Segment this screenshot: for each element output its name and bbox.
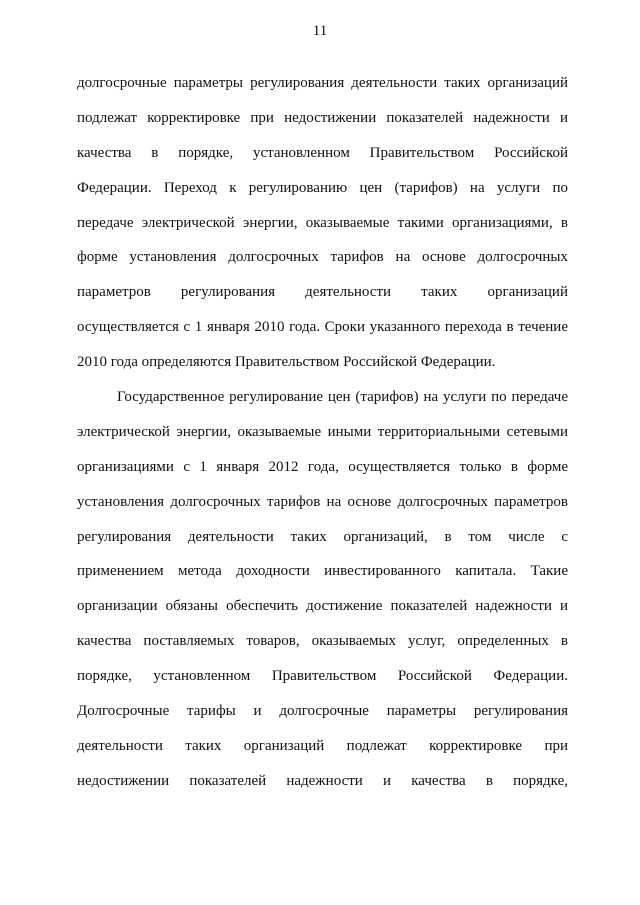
text-line: качества в порядке, установленном Правительством Российской xyxy=(77,144,568,161)
text-line: долгосрочные параметры регулирования деятельности таких организаций xyxy=(77,75,568,91)
document-body xyxy=(77,72,568,805)
text-line: качества поставляемых товаров, оказываемых услуг, определенных в xyxy=(77,633,568,650)
text-line: параметров регулирования деятельности таких организаций xyxy=(77,284,568,301)
text-line: форме установления долгосрочных тарифов на основе долгосрочных xyxy=(77,249,568,266)
text-line: 2010 года определяются Правительством Российской Федерации. xyxy=(77,354,496,371)
paragraph-2 xyxy=(77,386,568,805)
text-line: установления долгосрочных тарифов на основе долгосрочных параметров xyxy=(77,493,568,510)
text-line: Долгосрочные тарифы и долгосрочные параметры регулирования xyxy=(77,703,568,720)
text-line: Государственное регулирование цен (тарифов) на услуги по передаче xyxy=(117,389,568,406)
paragraph-1 xyxy=(77,72,568,386)
text-line: Федерации. Переход к регулированию цен (тарифов) на услуги по xyxy=(77,179,568,196)
text-line: подлежат корректировке при недостижении показателей надежности и xyxy=(77,109,568,126)
text-line: электрической энергии, оказываемые иными территориальными сетевыми xyxy=(77,423,568,440)
text-line: недостижении показателей надежности и качества в порядке, xyxy=(77,772,568,789)
text-line: порядке, установленном Правительством Российской Федерации. xyxy=(77,668,568,685)
text-line: применением метода доходности инвестированного капитала. Такие xyxy=(77,563,568,580)
text-line: передаче электрической энергии, оказываемые такими организациями, в xyxy=(77,214,568,231)
page-number: 11 xyxy=(312,23,328,39)
text-line: организации обязаны обеспечить достижение показателей надежности и xyxy=(77,598,568,615)
text-line: осуществляется с 1 января 2010 года. Сроки указанного перехода в течение xyxy=(77,319,568,336)
text-line: организациями с 1 января 2012 года, осуществляется только в форме xyxy=(77,458,568,475)
text-line: деятельности таких организаций подлежат корректировке при xyxy=(77,737,568,754)
text-line: регулирования деятельности таких организаций, в том числе с xyxy=(77,528,568,545)
